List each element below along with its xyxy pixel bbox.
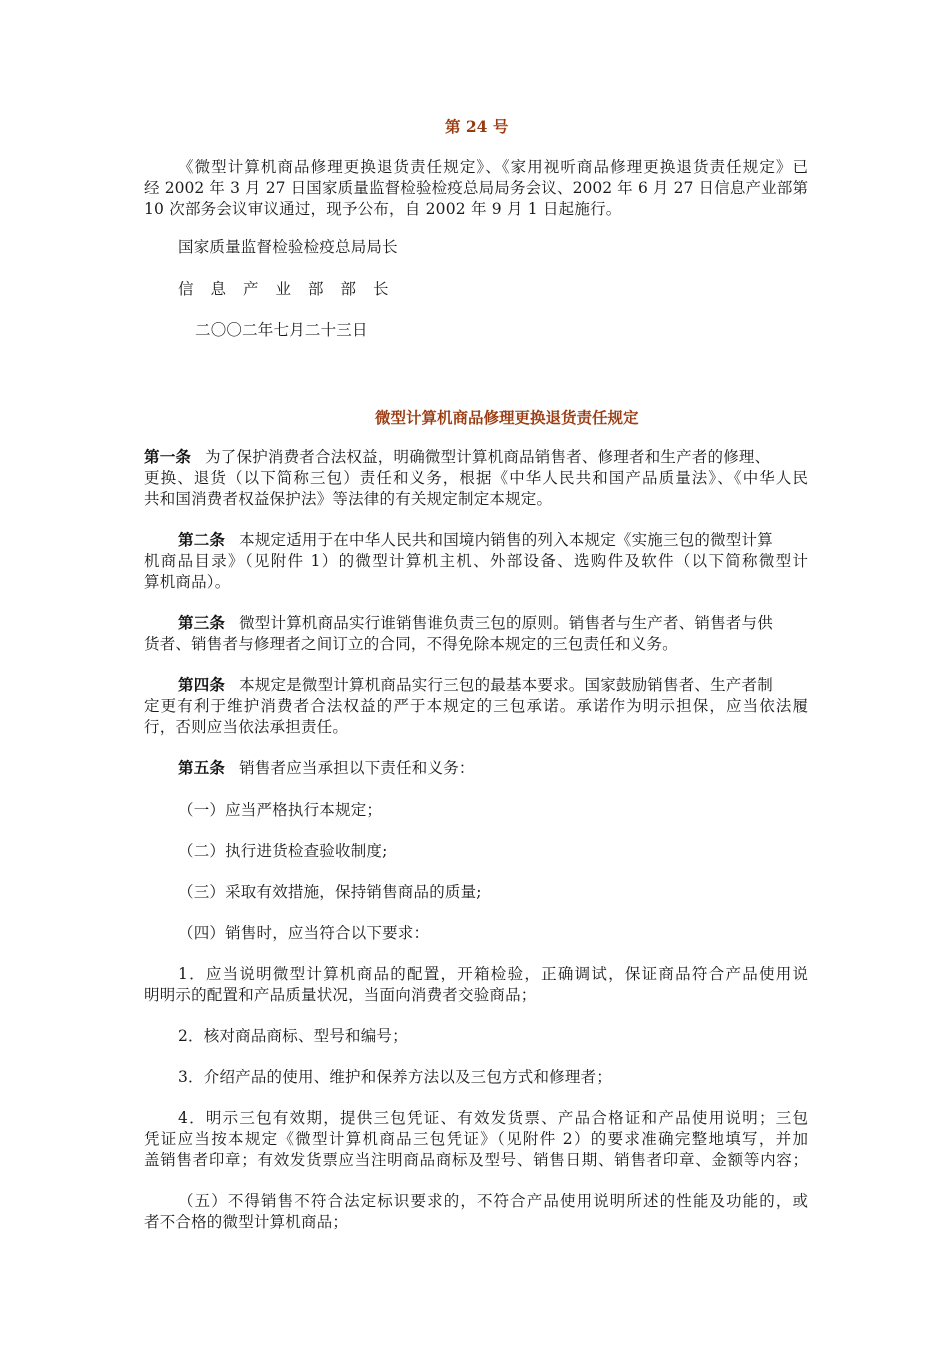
order-number: 第 24 号: [445, 117, 509, 136]
announce-line-2: 经 2002 年 3 月 27 日国家质量监督检验检疫总局局务会议、2002 年 6 月 27 日信息产业部第: [144, 179, 808, 197]
article-5-line-1: 第五条 销售者应当承担以下责任和义务：: [178, 758, 475, 777]
article-4-label: 第四条: [178, 675, 226, 694]
article-4-line-3: 行，否则应当依法承担责任。: [144, 718, 349, 736]
article-2-line-2: 机商品目录》（见附件 1）的微型计算机主机、外部设备、选购件及软件（以下简称微型计: [144, 552, 808, 570]
document-title: 微型计算机商品修理更换退货责任规定: [375, 408, 639, 427]
article-3-line-2: 货者、销售者与修理者之间订立的合同，不得免除本规定的三包责任和义务。: [144, 635, 678, 653]
announce-line-3: 10 次部务会议审议通过，现予公布，自 2002 年 9 月 1 日起施行。: [144, 200, 622, 218]
sub-item-4-line-3: 盖销售者印章；有效发货票应当注明商品商标及型号、销售日期、销售者印章、金额等内容；: [144, 1151, 808, 1169]
article-3-label: 第三条: [178, 613, 226, 632]
article-3-line-1: 第三条 微型计算机商品实行谁销售谁负责三包的原则。销售者与生产者、销售者与供: [178, 613, 773, 632]
sub-item-2: 2．核对商品商标、型号和编号；: [178, 1027, 408, 1045]
article-5-label: 第五条: [178, 758, 226, 777]
article-5-item-5-line-1: （五）不得销售不符合法定标识要求的，不符合产品使用说明所述的性能及功能的，或: [178, 1192, 808, 1210]
article-2-line-3: 算机商品）。: [144, 573, 231, 591]
sub-item-4-line-2: 凭证应当按本规定《微型计算机商品三包凭证》（见附件 2）的要求准确完整地填写，并加: [144, 1130, 808, 1148]
article-4-line-1: 第四条 本规定是微型计算机商品实行三包的最基本要求。国家鼓励销售者、生产者制: [178, 675, 773, 694]
article-5-item-2: （二）执行进货检查验收制度;: [178, 842, 388, 860]
issue-date: 二〇〇二年七月二十三日: [195, 321, 368, 339]
article-1-line-1: 第一条 为了保护消费者合法权益，明确微型计算机商品销售者、修理者和生产者的修理、: [144, 447, 771, 466]
article-5-item-3: （三）采取有效措施，保持销售商品的质量;: [178, 883, 482, 901]
article-5-item-4: （四）销售时，应当符合以下要求：: [178, 924, 430, 942]
article-1-line-3: 共和国消费者权益保护法》等法律的有关规定制定本规定。: [144, 490, 553, 508]
article-1-label: 第一条: [144, 447, 192, 466]
article-1-line-2: 更换、退货（以下简称三包）责任和义务，根据《中华人民共和国产品质量法》、《中华人民: [144, 469, 808, 487]
article-2-label: 第二条: [178, 530, 226, 549]
article-5-item-1: （一）应当严格执行本规定；: [178, 801, 383, 819]
article-5-item-5-line-2: 者不合格的微型计算机商品；: [144, 1213, 349, 1231]
sub-item-1-line-1: 1．应当说明微型计算机商品的配置，开箱检验，正确调试，保证商品符合产品使用说: [178, 965, 808, 983]
sub-item-1-line-2: 明明示的配置和产品质量状况，当面向消费者交验商品；: [144, 986, 537, 1004]
article-4-line-2: 定更有利于维护消费者合法权益的严于本规定的三包承诺。承诺作为明示担保，应当依法履: [144, 697, 808, 715]
announce-line-1: 《微型计算机商品修理更换退货责任规定》、《家用视听商品修理更换退货责任规定》已: [178, 158, 808, 176]
signatory-aqsiq: 国家质量监督检验检疫总局局长: [178, 238, 398, 256]
article-2-line-1: 第二条 本规定适用于在中华人民共和国境内销售的列入本规定《实施三包的微型计算: [178, 530, 773, 549]
signatory-mii: 信息产业部部长: [178, 280, 406, 298]
sub-item-3: 3．介绍产品的使用、维护和保养方法以及三包方式和修理者；: [178, 1068, 612, 1086]
sub-item-4-line-1: 4．明示三包有效期，提供三包凭证、有效发货票、产品合格证和产品使用说明；三包: [178, 1109, 808, 1127]
